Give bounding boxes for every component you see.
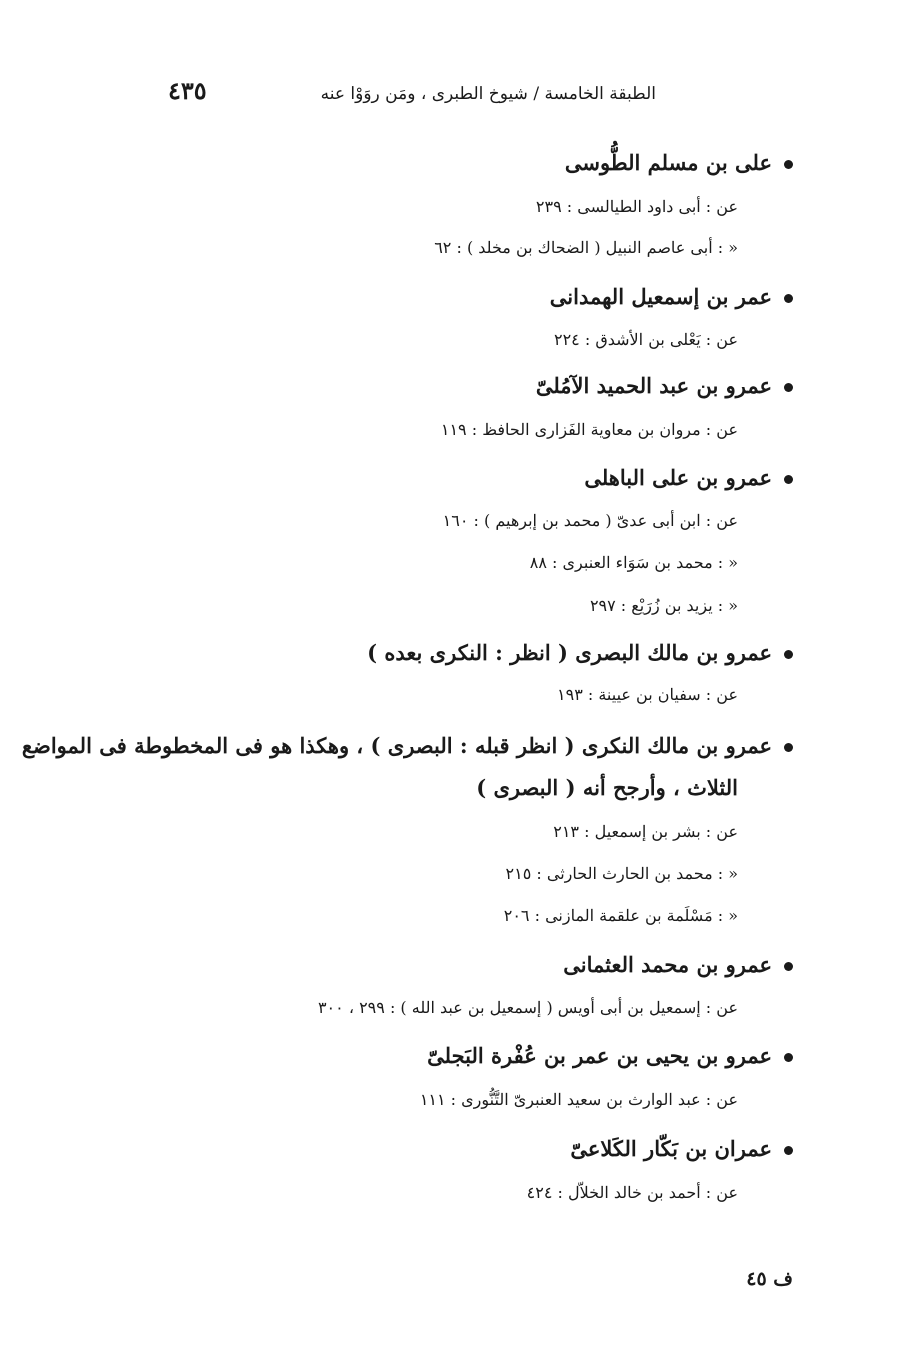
- running-header: الطبقة الخامسة / شيوخ الطبرى ، ومَن روَوْا عنه: [320, 84, 656, 104]
- source-line: « : يزيد بن زُرَيْع : ٢٩٧: [589, 596, 738, 615]
- source-line: عن : أحمد بن خالد الخلاّل : ٤٢٤: [526, 1183, 738, 1202]
- source-line: عن : ابن أبى عدىّ ( محمد بن إبرهيم ) : ١٦٠: [442, 511, 738, 530]
- entry-name: عمرو بن محمد العثمانى: [563, 952, 772, 977]
- source-line: عن : إسمعيل بن أبى أويس ( إسمعيل بن عبد الله ) : ٢٩٩ ، ٣٠٠: [317, 998, 738, 1017]
- bullet-icon: [784, 743, 793, 752]
- bullet-icon: [784, 475, 793, 484]
- source-line: « : مَسْلَمة بن علقمة المازنى : ٢٠٦: [503, 906, 738, 925]
- source-line: « : محمد بن سَوَاء العنبرى : ٨٨: [529, 553, 738, 572]
- page-number: ٤٣٥: [168, 76, 207, 105]
- bullet-icon: [784, 1146, 793, 1155]
- entry-heading-continuation: الثلاث ، وأرجح أنه ( البصرى ): [476, 775, 738, 800]
- entry-name: عمرو بن يحيى بن عمر بن عُفْرة البَجلىّ: [427, 1043, 772, 1068]
- entry-name: عمرو بن مالك النكرى ( انظر قبله : البصرى ) ، وهكذا هو فى المخطوطة فى المواضع: [21, 733, 772, 758]
- source-line: عن : يَعْلى بن الأشدق : ٢٢٤: [553, 330, 738, 349]
- entry-heading: [550, 284, 793, 309]
- bullet-icon: [784, 383, 793, 392]
- bullet-icon: [784, 1053, 793, 1062]
- source-line: عن : أبى داود الطيالسى : ٢٣٩: [535, 197, 738, 216]
- source-line: « : أبى عاصم النبيل ( الضحاك بن مخلد ) : ٦٢: [434, 238, 738, 257]
- entry-heading: [367, 640, 793, 665]
- source-line: عن : بشر بن إسمعيل : ٢١٣: [553, 822, 738, 841]
- entry-name: على بن مسلم الطُّوسى: [564, 150, 772, 175]
- bullet-icon: [784, 294, 793, 303]
- entry-name: عمرو بن على الباهلى: [584, 465, 772, 490]
- signature-mark: ف ٤٥: [746, 1268, 793, 1290]
- source-line: « : محمد بن الحارث الحارثى : ٢١٥: [505, 864, 738, 883]
- entry-name: عمرو بن عبد الحميد الآمُلىّ: [535, 373, 772, 398]
- entry-heading: [584, 465, 793, 490]
- entry-name: عمر بن إسمعيل الهمدانى: [549, 284, 772, 309]
- source-line: عن : مروان بن معاوية الفَزارى الحافظ : ١١٩: [440, 420, 738, 439]
- source-line: عن : سفيان بن عيينة : ١٩٣: [557, 685, 738, 704]
- entry-heading: [565, 150, 793, 175]
- entry-heading: [22, 733, 793, 758]
- bullet-icon: [784, 962, 793, 971]
- entry-heading: [563, 952, 793, 977]
- source-line: عن : عبد الوارث بن سعيد العنبرىّ التَّنُّورى : ١١١: [419, 1090, 738, 1109]
- entry-heading: [570, 1136, 793, 1161]
- entry-heading: [427, 1043, 793, 1068]
- entry-name: عمران بن بَكّار الكَلاعىّ: [570, 1136, 772, 1161]
- bullet-icon: [784, 160, 793, 169]
- entry-name: عمرو بن مالك البصرى ( انظر : النكرى بعده ): [367, 640, 772, 665]
- entry-heading: [536, 373, 793, 398]
- bullet-icon: [784, 650, 793, 659]
